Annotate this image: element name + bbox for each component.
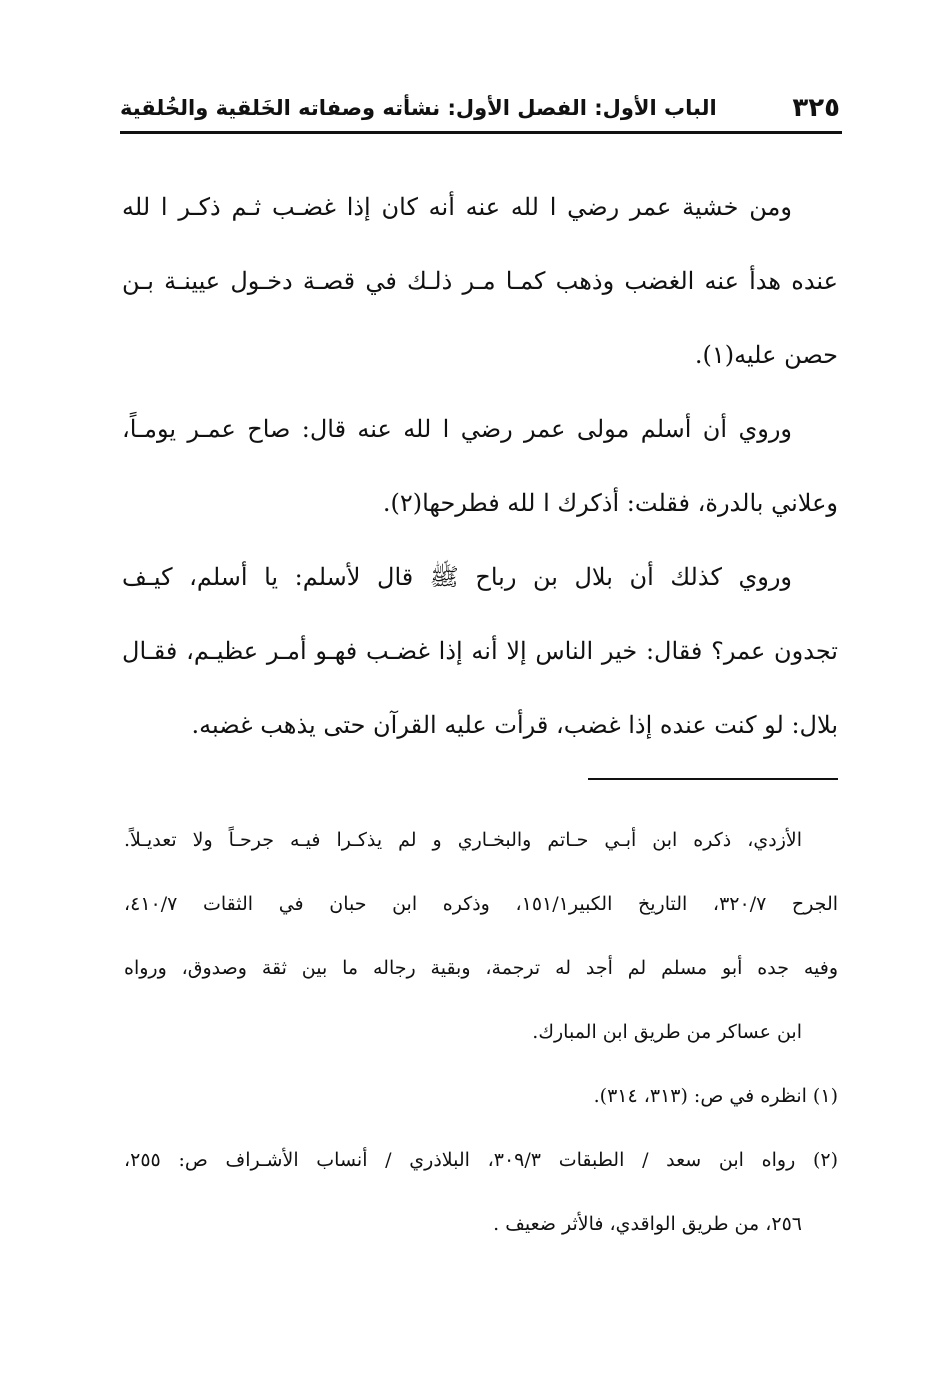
text-line: وروي أن أسلم مولى عمر رضي ا لله عنه قال: صاح عمـر يومـاً، bbox=[122, 415, 792, 443]
page-header bbox=[120, 88, 840, 128]
paragraph-3 bbox=[122, 540, 838, 762]
paragraph-2 bbox=[122, 392, 838, 540]
text-line: بلال: لو كنت عنده إذا غضب، قرأت عليه القرآن حتى يذهب غضبه. bbox=[191, 711, 838, 739]
footnotes bbox=[124, 808, 838, 1256]
page-number: ٣٢٥ bbox=[792, 93, 840, 123]
footnote-separator bbox=[588, 778, 838, 780]
text-line: ومن خشية عمر رضي ا لله عنه أنه كان إذا غضـب ثـم ذكـر ا لله bbox=[122, 193, 792, 221]
footnote-line: الجرح ٣٢٠/٧، التاريخ الكبير١٥١/١، وذكره ابن حبان في الثقات ٤١٠/٧، bbox=[124, 893, 839, 915]
footnote-line: ابن عساكر من طريق ابن المبارك. bbox=[532, 1021, 802, 1043]
footnote-line: وفيه جده أبو مسلم لم أجد له ترجمة، وبقية رجاله ما بين ثقة وصدوق، ورواه bbox=[124, 957, 838, 979]
running-title: الباب الأول: الفصل الأول: نشأته وصفاته الخَلقية والخُلقية bbox=[120, 96, 717, 120]
text-line: تجدون عمر؟ فقال: خير الناس إلا أنه إذا غضـب فهـو أمـر عظيـم، فقـال bbox=[122, 637, 838, 665]
header-rule bbox=[120, 131, 842, 134]
text-line: عنده هدأ عنه الغضب وذهب كمـا مـر ذلـك في قصـة دخـول عيينـة بـن bbox=[122, 267, 838, 295]
footnote-2-continuation: ٢٥٦، من طريق الواقدي، فالأثر ضعيف . bbox=[493, 1213, 802, 1235]
footnote-line: الأزدي، ذكره ابن أبـي حـاتم والبخـاري و لم يذكـرا فيـه جرحـاً ولا تعديـلاً. bbox=[124, 829, 802, 851]
footnote-1: (١) انظره في ص: (٣١٣، ٣١٤). bbox=[593, 1085, 838, 1107]
main-text bbox=[122, 170, 838, 762]
text-line: حصن عليه(١). bbox=[694, 341, 838, 369]
paragraph-1 bbox=[122, 170, 838, 392]
text-line: وروي كذلك أن بلال بن رباح ﷺ قال لأسلم: يا أسلم، كيـف bbox=[122, 563, 792, 591]
text-line: وعلاني بالدرة، فقلت: أذكرك ا لله فطرحها(٢). bbox=[382, 489, 838, 517]
footnote-2: (٢) رواه ابن سعد / الطبقات ٣٠٩/٣، البلاذري / أنساب الأشـراف ص: ٢٥٥، bbox=[124, 1149, 838, 1171]
